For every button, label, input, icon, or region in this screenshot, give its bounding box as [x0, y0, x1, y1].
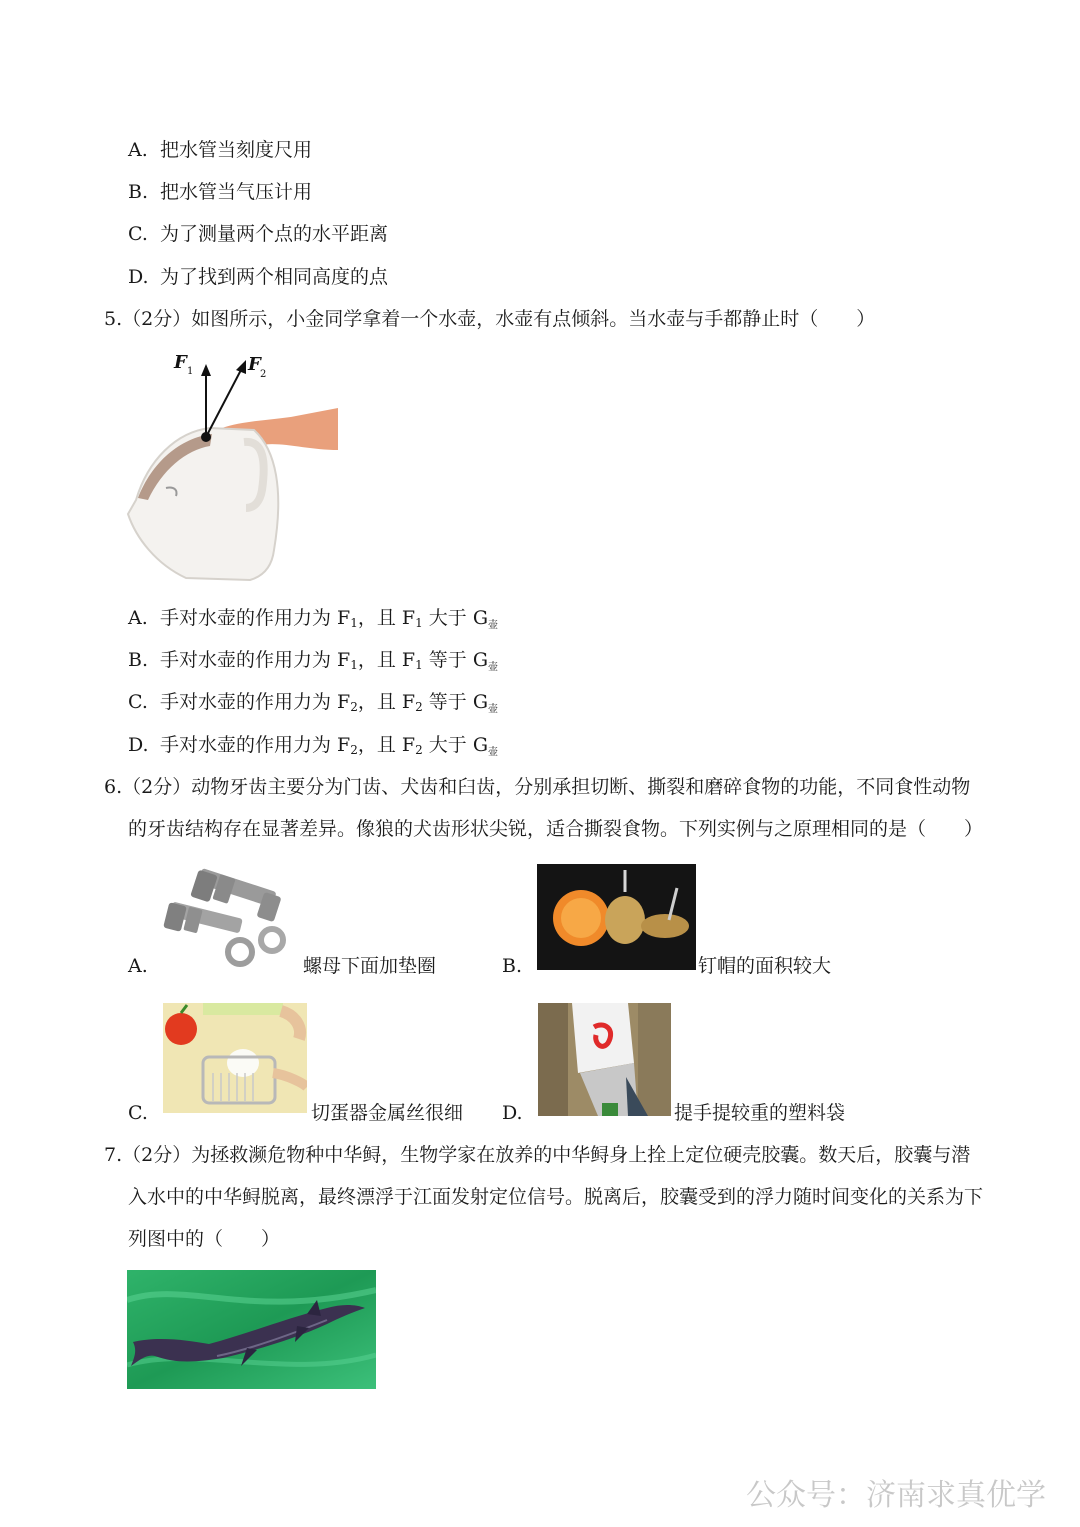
q6-option-a-caption: 螺母下面加垫圈 — [303, 955, 437, 977]
option-text: ，且 F — [357, 734, 416, 756]
option-label: C. — [128, 691, 148, 713]
q4-option-d — [128, 265, 388, 289]
q5-option-c — [128, 690, 498, 722]
q5-option-a — [128, 606, 498, 638]
option-text: 大于 G — [422, 734, 489, 756]
subscript: 2 — [350, 700, 358, 714]
subscript: 壶 — [488, 704, 499, 715]
subscript: 1 — [350, 658, 358, 672]
q7-stem-line1: 7.（2分）为拯救濒危物种中华鲟，生物学家在放养的中华鲟身上拴上定位硬壳胶囊。数天后，胶囊与潜 — [104, 1144, 971, 1166]
option-text: 手对水壶的作用力为 F — [160, 607, 351, 629]
option-text: 把水管当刻度尺用 — [160, 139, 313, 161]
q4-option-a — [128, 138, 312, 162]
option-text: 等于 G — [422, 691, 489, 713]
q5-stem: 5.（2分）如图所示，小金同学拿着一个水壶，水壶有点倾斜。当水壶与手都静止时（ ） — [104, 308, 876, 330]
q6-option-b-label: B. — [502, 955, 523, 977]
q6-stem-line2: 的牙齿结构存在显著差异。像狼的犬齿形状尖锐，适合撕裂食物。下列实例与之原理相同的是（ ） — [128, 818, 984, 840]
option-label: D. — [128, 734, 149, 756]
q6-option-d-label: D. — [502, 1102, 523, 1124]
option-text: 等于 G — [422, 649, 489, 671]
subscript: 2 — [415, 700, 423, 714]
f2-label: F — [248, 354, 261, 375]
watermark: 公众号：济南求真优学 — [746, 1478, 1046, 1513]
q6-option-d-caption: 提手提较重的塑料袋 — [674, 1102, 846, 1124]
q6-option-a-label: A. — [128, 955, 148, 977]
option-text: 为了找到两个相同高度的点 — [160, 266, 389, 288]
subscript: 壶 — [488, 662, 499, 673]
q4-option-b — [128, 180, 312, 204]
subscript: 2 — [350, 743, 358, 757]
option-label: D. — [128, 266, 149, 288]
plastic-bag-image — [538, 1003, 671, 1116]
option-text: 为了测量两个点的水平距离 — [160, 223, 389, 245]
q7-stem-line2: 入水中的中华鲟脱离，最终漂浮于江面发射定位信号。脱离后，胶囊受到的浮力随时间变化的关系为下 — [128, 1186, 984, 1208]
option-label: C. — [128, 223, 148, 245]
subscript: 1 — [415, 616, 423, 630]
subscript: 1 — [415, 658, 423, 672]
f1-subscript: 1 — [187, 366, 194, 377]
bolt-washer-image — [160, 866, 300, 972]
subscript: 壶 — [488, 620, 499, 631]
option-text: 手对水壶的作用力为 F — [160, 691, 351, 713]
q6-option-c-caption: 切蛋器金属丝很细 — [311, 1102, 464, 1124]
thumbtack-image — [537, 864, 696, 970]
subscript: 壶 — [488, 747, 499, 758]
option-label: B. — [128, 649, 149, 671]
q5-option-b — [128, 648, 498, 680]
option-label: A. — [128, 607, 148, 629]
option-text: 把水管当气压计用 — [160, 181, 313, 203]
option-text: 手对水壶的作用力为 F — [160, 734, 351, 756]
q4-option-c — [128, 222, 388, 246]
kettle-figure — [126, 350, 342, 582]
option-text: ，且 F — [357, 691, 416, 713]
q6-option-b-caption: 钉帽的面积较大 — [698, 955, 832, 977]
option-text: ，且 F — [357, 607, 416, 629]
option-text: 大于 G — [422, 607, 489, 629]
option-label: A. — [128, 139, 148, 161]
subscript: 1 — [350, 616, 358, 630]
q6-stem-line1: 6.（2分）动物牙齿主要分为门齿、犬齿和臼齿，分别承担切断、撕裂和磨碎食物的功能，不同食性动物 — [104, 776, 971, 798]
subscript: 2 — [415, 743, 423, 757]
f1-label: F — [174, 352, 187, 373]
q7-stem-line3: 列图中的（ ） — [128, 1228, 281, 1250]
f2-subscript: 2 — [260, 369, 267, 380]
option-text: ，且 F — [357, 649, 416, 671]
q6-option-c-label: C. — [128, 1102, 148, 1124]
option-label: B. — [128, 181, 149, 203]
sturgeon-image — [127, 1270, 376, 1389]
q5-option-d — [128, 733, 498, 765]
option-text: 手对水壶的作用力为 F — [160, 649, 351, 671]
egg-slicer-image — [163, 1003, 307, 1113]
